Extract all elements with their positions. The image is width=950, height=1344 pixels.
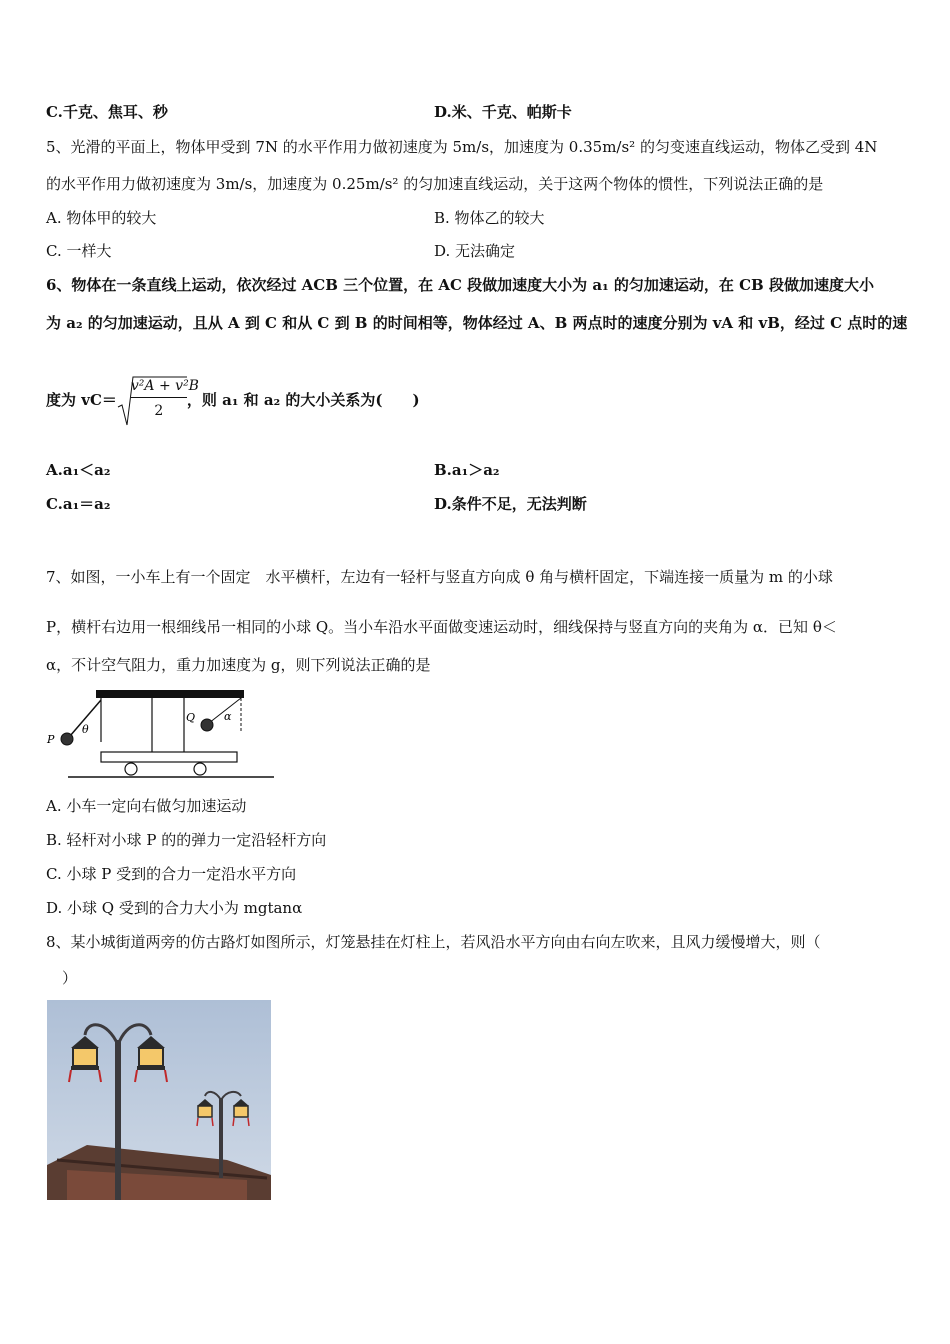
q7-stem-line1: 7、如图，一小车上有一个固定 水平横杆，左边有一轻杆与竖直方向成 θ 角与横杆固定，下端连接一质量为 m 的小球 [46,568,833,586]
q7-option-d: D. 小球 Q 受到的合力大小为 mgtanα [46,899,303,917]
q5-option-b: B. 物体乙的较大 [434,209,545,227]
label-q: Q [186,711,196,724]
q7-stem-line2: P，横杆右边用一根细线吊一相同的小球 Q。当小车沿水平面做变速运动时，细线保持与竖直方向的夹角为 α．已知 θ＜ [46,618,837,636]
q8-stem-line2: ） [62,969,78,987]
q7-option-c: C. 小球 P 受到的合力一定沿水平方向 [46,865,297,883]
q6-fraction-numerator: v²A + v²B [131,377,187,398]
q5-option-d: D. 无法确定 [434,242,516,260]
q6-option-d: D.条件不足，无法判断 [434,495,587,513]
cart-wheel-right [194,763,206,775]
q6-option-c: C.a₁＝a₂ [46,495,111,513]
lamp-pole-small [219,1098,223,1178]
q6-sqrt-formula [117,375,199,427]
cart-platform [101,752,237,762]
q6-stem-line3 [46,374,420,427]
label-theta: θ [82,723,89,736]
q6-option-b: B.a₁＞a₂ [434,461,500,479]
q7-cart-figure [46,688,276,782]
q6-fraction-denominator: 2 [154,403,164,419]
horizontal-crossbar [96,690,244,698]
q6-line3-pre: 度为 vC＝ [46,391,117,409]
q6-line3-post: ，则 a₁ 和 a₂ 的大小关系为( ) [186,391,420,409]
q4-option-d: D.米、千克、帕斯卡 [434,103,572,121]
q5-option-c: C. 一样大 [46,242,112,260]
label-alpha: α [224,710,232,723]
q6-stem-line2: 为 a₂ 的匀加速运动，且从 A 到 C 和从 C 到 B 的时间相等，物体经过 A、B 两点时的速度分别为 vA 和 vB，经过 C 点时的速 [46,314,908,332]
q5-stem-line1: 5、光滑的平面上，物体甲受到 7N 的水平作用力做初速度为 5m/s，加速度为 0.35m/s² 的匀变速直线运动，物体乙受到 4N [46,138,878,156]
ball-q [201,719,213,731]
q7-option-b: B. 轻杆对小球 P 的的弹力一定沿轻杆方向 [46,831,327,849]
q4-option-c: C.千克、焦耳、秒 [46,103,168,121]
cart-wheel-left [125,763,137,775]
q6-option-a: A.a₁＜a₂ [46,461,111,479]
q7-stem-line3: α，不计空气阻力，重力加速度为 g，则下列说法正确的是 [46,656,431,674]
label-p: P [47,733,55,746]
q8-street-lamp-photo [47,1000,271,1200]
q5-option-a: A. 物体甲的较大 [46,209,157,227]
q5-stem-line2: 的水平作用力做初速度为 3m/s，加速度为 0.25m/s² 的匀加速直线运动，关于这两个物体的惯性，下列说法正确的是 [46,175,824,193]
q6-fraction [130,377,199,420]
q7-option-a: A. 小车一定向右做匀加速运动 [46,797,247,815]
q8-stem-line1: 8、某小城街道两旁的仿古路灯如图所示，灯笼悬挂在灯柱上，若风沿水平方向由右向左吹来，且风力缓慢增大，则（ [46,933,821,951]
q6-stem-line1: 6、物体在一条直线上运动，依次经过 ACB 三个位置，在 AC 段做加速度大小为 a₁ 的匀加速运动，在 CB 段做加速度大小 [46,276,874,294]
ball-p [61,733,73,745]
lamp-pole-large [115,1040,121,1200]
